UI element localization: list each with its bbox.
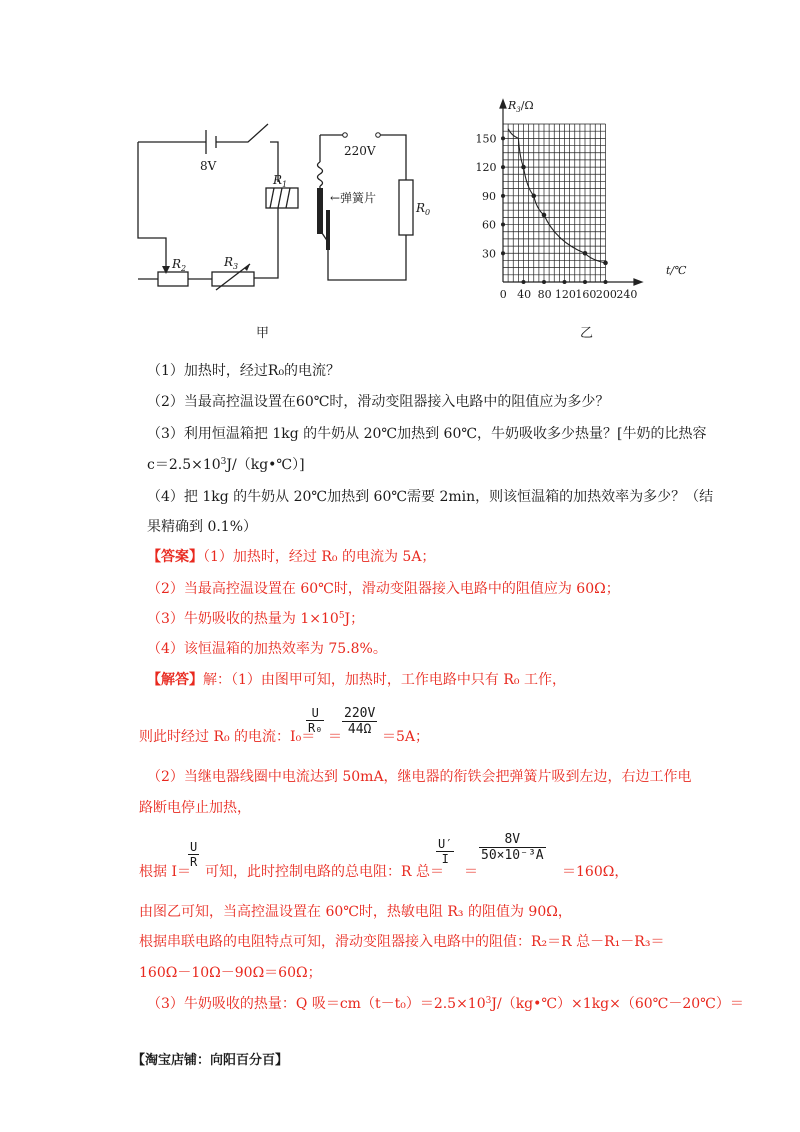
x-tick-dot (542, 280, 546, 284)
x-tick-label: 200 (595, 288, 617, 301)
svg-text:R2 (171, 257, 186, 273)
x-tick-label: 240 (616, 288, 638, 301)
answer-line-4: （4）该恒温箱的加热效率为 75.8%。 (147, 641, 387, 657)
x-tick-label: 80 (537, 288, 552, 301)
y-tick-dot (501, 136, 505, 140)
fraction-u-prime-over-i: $\frac{U'}{I}$ (438, 837, 453, 866)
x-tick-dot (583, 280, 587, 284)
solution-line-5: 根据 I＝ (139, 864, 191, 880)
answer-tag: 【答案】 (147, 549, 203, 565)
data-point (542, 213, 547, 218)
r2-sub: 2 (181, 264, 187, 273)
answer-line-1: 【答案】（1）加热时，经过 R₀ 的电流为 5A； (147, 549, 436, 565)
graph-ylabel-main: R (508, 99, 517, 112)
r1-sub: 1 (282, 180, 288, 189)
circuit-caption: 甲 (256, 326, 270, 341)
y-tick-label: 150 (475, 132, 497, 146)
solution-line-1: 【解答】解：（1）由图甲可知，加热时，工作电路中只有 R₀ 工作， (147, 672, 566, 688)
y-tick-label: 90 (482, 189, 496, 203)
solution-line-5-result: ＝160Ω， (562, 864, 629, 880)
solution-line-4: 路断电停止加热， (139, 800, 251, 816)
question-3-line1: （3）利用恒温箱把 1kg 的牛奶从 20℃加热到 60℃，牛奶吸收多少热量？[牛奶的比热容 (147, 426, 707, 442)
data-point (603, 261, 608, 266)
footer-shop-label: 【淘宝店铺：向阳百分百】 (132, 1053, 289, 1068)
graph-ylabel-unit: /Ω (520, 99, 534, 112)
solution-line-2: 则此时经过 R₀ 的电流：I₀＝ (139, 729, 316, 745)
x-tick-label: 160 (575, 288, 597, 301)
x-tick-dot (563, 280, 567, 284)
y-tick-label: 30 (482, 247, 496, 261)
question-3-line2: $c=2.5\times 10^3J/(kg•℃)$] (147, 457, 305, 473)
question-4-line2: 果精确到 0.1%） (147, 519, 258, 535)
answer-line-2: （2）当最高控温设置在 60℃时，滑动变阻器接入电路中的阻值应为 60Ω； (147, 581, 620, 597)
solution-line-3: （2）当继电器线圈中电流达到 50mA，继电器的衔铁会把弹簧片吸到左边，右边工作电 (147, 769, 692, 785)
r2-label: R (172, 257, 182, 271)
r1-label: R (273, 173, 283, 187)
x-tick-dot (604, 280, 608, 284)
fraction-u-over-r0: $\frac{U}{\text{R₀}}$ (308, 706, 323, 735)
y-tick-dot (501, 251, 505, 255)
fraction-8v-over-current: $\frac{8V}{\text{50×10⁻³A}}$ (481, 832, 544, 863)
x-tick-label: 40 (517, 288, 532, 301)
data-point (531, 194, 536, 199)
y-tick-dot (501, 194, 505, 198)
y-tick-label: 120 (475, 161, 497, 175)
question-4-line1: （4）把 1kg 的牛奶从 20℃加热到 60℃需要 2min，则该恒温箱的加热效率为多少？（结 (147, 489, 714, 505)
graph-caption: 乙 (580, 326, 594, 341)
solution-line-6: 由图乙可知，当高控温设置在 60℃时，热敏电阻 R₃ 的阻值为 90Ω， (139, 904, 572, 920)
fraction-u-over-r: $\frac{U}{R}$ (190, 840, 198, 869)
spring-label: ←弹簧片 (330, 191, 377, 205)
solution-line-5-mid: 可知，此时控制电路的总电阻：R 总＝ (205, 864, 444, 880)
solution-line-8: 160Ω－10Ω－90Ω＝60Ω； (139, 965, 322, 981)
solution-line-9: （3）牛奶吸收的热量：Q 吸$=cm(t-t_0)=2.5\times 10^3J/(kg•℃)\times 1kg\times(60℃-20℃)=$ (147, 996, 744, 1012)
y-tick-dot (501, 165, 505, 169)
r0-sub: 0 (425, 208, 431, 217)
question-2: （2）当最高控温设置在60℃时，滑动变阻器接入电路中的阻值应为多少？ (147, 394, 610, 410)
solution-line-2-eq: ＝ (328, 729, 342, 745)
question-1: （1）加热时，经过R₀的电流？ (147, 363, 341, 379)
y-tick-label: 60 (482, 218, 496, 232)
x-tick-dot (522, 280, 526, 284)
svg-text:R0 (415, 201, 430, 217)
r3-temperature-graph (475, 92, 698, 307)
fraction-220v-over-44ohm: $\frac{220V}{44\Omega}$ (344, 706, 376, 737)
y-tick-dot (501, 223, 505, 227)
svg-text:R1 (272, 173, 287, 189)
r3-sub: 3 (233, 262, 239, 271)
x-tick-label: 120 (554, 288, 576, 301)
graph-xlabel: t/℃ (666, 264, 687, 277)
solution-tag: 【解答】 (147, 672, 203, 688)
graph-ylabel-sub: 3 (516, 106, 521, 114)
x-tick-label: 0 (499, 288, 507, 301)
answer-line-3: （3）牛奶吸收的热量为 $1\times 10^5J$； (147, 611, 365, 627)
r3-label: R (224, 255, 234, 269)
solution-line-5-eq: ＝ (464, 864, 478, 880)
data-point (521, 165, 526, 170)
battery-label: 8V (200, 159, 217, 173)
circuit-diagram (120, 110, 430, 300)
svg-text:R3/Ω (507, 99, 534, 114)
r0-label: R (416, 201, 426, 215)
svg-text:R3 (223, 255, 238, 271)
supply-label: 220V (344, 144, 376, 158)
data-point (583, 251, 588, 256)
solution-line-2-result: ＝5A； (382, 729, 430, 745)
solution-line-7: 根据串联电路的电阻特点可知，滑动变阻器接入电路中的阻值：R₂＝R 总－R₁－R₃＝ (139, 934, 665, 950)
